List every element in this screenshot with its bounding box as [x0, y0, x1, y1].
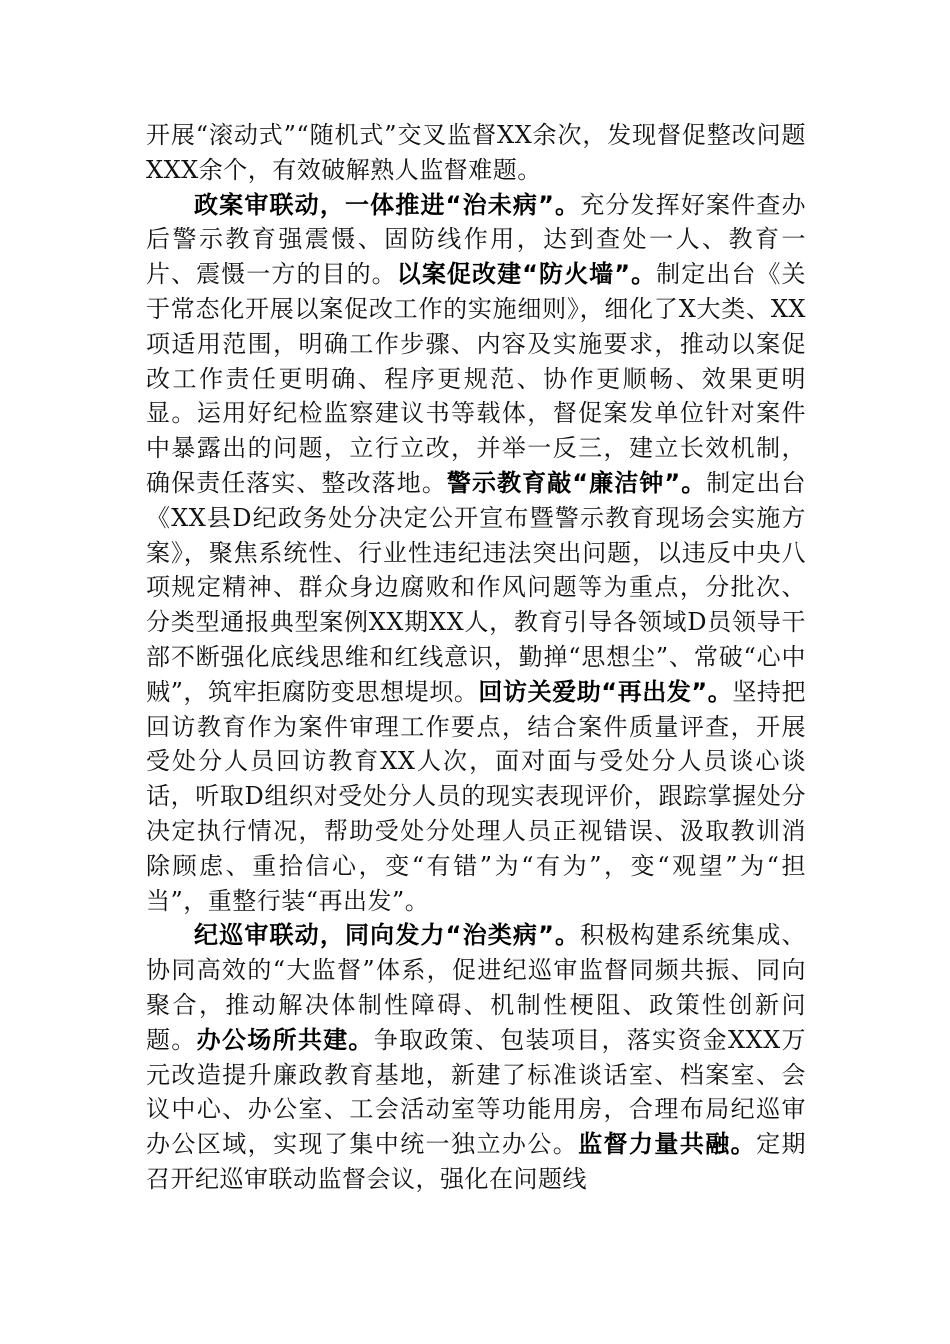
body-text: 制定出台《XX县D纪政务处分决定公开宣布暨警示教育现场会实施方案》，聚焦系统性、行业性违纪违法突出问题，以违反中央八项规定精神、群众身边腐败和作风问题等为重点，分批次、分类型通报典型案例XX期XX人，教育引导各领域D员领导干部不断强化底线思维和红线意识，勤掸“思想尘”、常破“心中贼”，筑牢拒腐防变思想堤坝。 — [146, 468, 807, 706]
body-text: 积极构建系统集成、协同高效的“大监督”体系，促进纪巡审监督同频共振、同向聚合，推动解决体制性障碍、机制性梗阻、政策性创新问题。 — [146, 921, 807, 1054]
subheading: 回访关爱助“再出发”。 — [478, 677, 733, 706]
section-heading: 纪巡审联动，同向发力“治类病”。 — [194, 921, 581, 950]
document-body — [146, 118, 806, 1197]
body-text: 充分发挥好案件查办后警示教育强震慑、固防线作用，达到查处一人、教育一片、震慑一方的目的。 — [146, 190, 807, 289]
subheading: 监督力量共融。 — [578, 1130, 757, 1159]
subheading: 办公场所共建。 — [196, 1025, 374, 1054]
paragraph-3 — [146, 918, 806, 1196]
body-text: 定期召开纪巡审联动监督会议，强化在问题线 — [146, 1130, 807, 1193]
section-heading: 政案审联动，一体推进“治未病”。 — [194, 190, 581, 219]
paragraph-2 — [146, 188, 806, 919]
body-text: 争取政策、包装项目，落实资金XXX万元改造提升廉政教育基地，新建了标准谈话室、档案室、会议中心、办公室、工会活动室等功能用房，合理布局纪巡审办公区域，实现了集中统一独立办公。 — [146, 1025, 807, 1159]
body-text: 开展“滚动式”“随机式”交叉监督XX余次，发现督促整改问题XXX余个，有效破解熟人监督难题。 — [146, 121, 806, 184]
subheading: 以案促改建“防火墙”。 — [396, 260, 657, 289]
subheading: 警示教育敲“廉洁钟”。 — [446, 468, 707, 497]
body-text: 制定出台《关于常态化开展以案促改工作的实施细则》，细化了X大类、XX项适用范围，明确工作步骤、内容及实施要求，推动以案促改工作责任更明确、程序更规范、协作更顺畅、效果更明显。运用好纪检监察建议书等载体，督促案发单位针对案件中暴露出的问题，立行立改，并举一反三，建立长效机制，确保责任落实、整改落地。 — [146, 260, 807, 497]
body-text: 坚持把回访教育作为案件审理工作要点，结合案件质量评查，开展受处分人员回访教育XX人次，面对面与受处分人员谈心谈话，听取D组织对受处分人员的现实表现评价，跟踪掌握处分决定执行情况，帮助受处分处理人员正视错误、汲取教训消除顾虑、重拾信心，变“有错”为“有为”，变“观望”为“担当”，重整行装“再出发”。 — [146, 677, 807, 915]
paragraph-1 — [146, 118, 806, 188]
